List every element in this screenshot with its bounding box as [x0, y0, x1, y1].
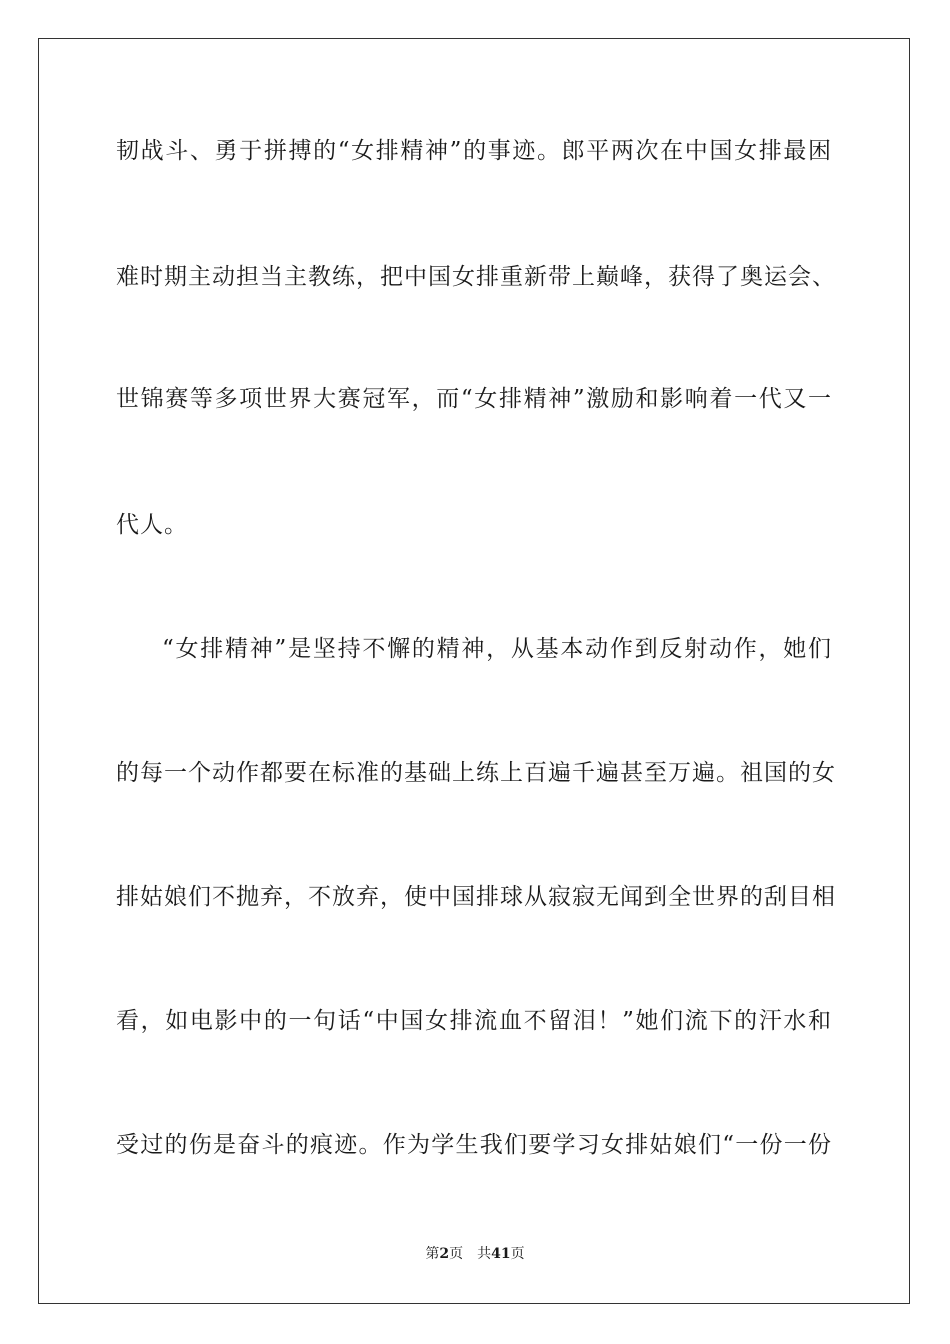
- page-total: 41: [491, 1246, 511, 1262]
- total-prefix: 共: [477, 1246, 492, 1262]
- text-line-5: “女排精神”是坚持不懈的精神，从基本动作到反射动作，她们: [162, 636, 832, 662]
- text-line-2: 难时期主动担当主教练，把中国女排重新带上巅峰，获得了奥运会、: [116, 264, 836, 290]
- text-line-4: 代人。: [116, 512, 188, 538]
- total-suffix: 页: [510, 1246, 525, 1262]
- page-suffix: 页: [449, 1246, 464, 1262]
- page-border: [38, 38, 910, 1304]
- page-current: 2: [439, 1246, 450, 1262]
- text-line-6: 的每一个动作都要在标准的基础上练上百遍千遍甚至万遍。祖国的女: [116, 760, 836, 786]
- text-line-8: 看，如电影中的一句话“中国女排流血不留泪！”她们流下的汗水和: [116, 1008, 832, 1034]
- text-line-9: 受过的伤是奋斗的痕迹。作为学生我们要学习女排姑娘们“一份一份: [116, 1132, 832, 1158]
- page-footer: [0, 1244, 950, 1264]
- text-line-7: 排姑娘们不抛弃，不放弃，使中国排球从寂寂无闻到全世界的刮目相: [116, 884, 836, 910]
- page-prefix: 第: [425, 1246, 440, 1262]
- text-line-3: 世锦赛等多项世界大赛冠军，而“女排精神”激励和影响着一代又一: [116, 386, 832, 412]
- text-line-1: 韧战斗、勇于拼搏的“女排精神”的事迹。郎平两次在中国女排最困: [116, 138, 832, 164]
